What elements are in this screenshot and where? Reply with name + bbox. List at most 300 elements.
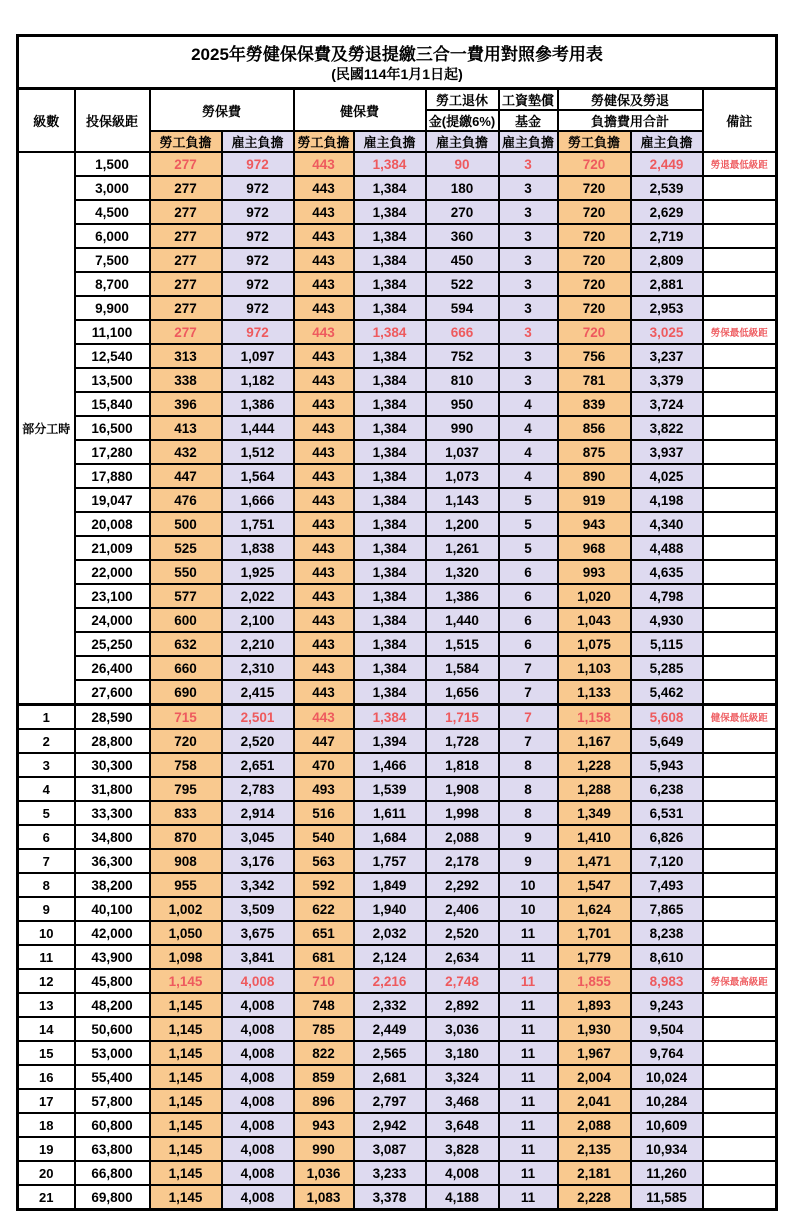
health-employer-cell: 1,611 [354, 801, 426, 825]
remark-cell: 健保最低級距 [703, 705, 777, 730]
bracket-cell: 43,900 [75, 945, 150, 969]
labor-employee-cell: 1,145 [150, 1089, 222, 1113]
total-employer-cell: 11,260 [631, 1161, 703, 1185]
table-row [18, 632, 777, 656]
pension-employer-cell: 1,998 [426, 801, 499, 825]
labor-employee-cell: 632 [150, 632, 222, 656]
remark-cell [703, 801, 777, 825]
labor-employee-cell: 870 [150, 825, 222, 849]
bracket-cell: 24,000 [75, 608, 150, 632]
labor-employee-cell: 476 [150, 488, 222, 512]
health-employer-cell: 3,233 [354, 1161, 426, 1185]
health-employee-cell: 443 [294, 248, 354, 272]
header-bracket: 投保級距 [75, 89, 150, 153]
pension-employer-cell: 2,634 [426, 945, 499, 969]
health-employer-cell: 2,124 [354, 945, 426, 969]
labor-employee-cell: 1,145 [150, 1017, 222, 1041]
health-employer-cell: 2,449 [354, 1017, 426, 1041]
health-employee-cell: 563 [294, 849, 354, 873]
table-row [18, 176, 777, 200]
labor-employee-cell: 313 [150, 344, 222, 368]
remark-cell [703, 753, 777, 777]
bracket-cell: 22,000 [75, 560, 150, 584]
remark-cell [703, 536, 777, 560]
bracket-cell: 17,880 [75, 464, 150, 488]
table-row [18, 1041, 777, 1065]
total-employee-cell: 890 [558, 464, 631, 488]
fund-employer-cell: 11 [499, 1113, 558, 1137]
labor-employer-cell: 1,444 [222, 416, 294, 440]
fund-employer-cell: 6 [499, 584, 558, 608]
table-row [18, 488, 777, 512]
health-employer-cell: 1,384 [354, 296, 426, 320]
bracket-cell: 40,100 [75, 897, 150, 921]
bracket-cell: 60,800 [75, 1113, 150, 1137]
total-employee-cell: 856 [558, 416, 631, 440]
fund-employer-cell: 3 [499, 200, 558, 224]
health-employer-cell: 1,384 [354, 488, 426, 512]
fund-employer-cell: 11 [499, 993, 558, 1017]
total-employee-cell: 1,288 [558, 777, 631, 801]
pension-employer-cell: 4,008 [426, 1161, 499, 1185]
labor-employee-cell: 1,145 [150, 1041, 222, 1065]
pension-employer-cell: 594 [426, 296, 499, 320]
header-total-line1: 勞健保及勞退 [558, 89, 703, 111]
total-employee-cell: 2,181 [558, 1161, 631, 1185]
fund-employer-cell: 3 [499, 272, 558, 296]
total-employee-cell: 756 [558, 344, 631, 368]
table-row [18, 777, 777, 801]
total-employer-cell: 3,025 [631, 320, 703, 344]
table-row [18, 1137, 777, 1161]
total-employer-cell: 9,243 [631, 993, 703, 1017]
health-employee-cell: 443 [294, 152, 354, 176]
total-employee-cell: 2,004 [558, 1065, 631, 1089]
pension-employer-cell: 666 [426, 320, 499, 344]
pension-employer-cell: 1,073 [426, 464, 499, 488]
health-employer-cell: 1,384 [354, 656, 426, 680]
total-employer-cell: 10,934 [631, 1137, 703, 1161]
table-row [18, 921, 777, 945]
labor-employer-cell: 972 [222, 152, 294, 176]
bracket-cell: 28,800 [75, 729, 150, 753]
fund-employer-cell: 7 [499, 705, 558, 730]
labor-employer-cell: 4,008 [222, 1017, 294, 1041]
health-employee-cell: 651 [294, 921, 354, 945]
labor-employee-cell: 277 [150, 248, 222, 272]
subheader-labor-employee: 勞工負擔 [150, 131, 222, 152]
health-employer-cell: 2,332 [354, 993, 426, 1017]
health-employer-cell: 2,032 [354, 921, 426, 945]
health-employee-cell: 822 [294, 1041, 354, 1065]
pension-employer-cell: 3,324 [426, 1065, 499, 1089]
health-employee-cell: 710 [294, 969, 354, 993]
pension-employer-cell: 2,292 [426, 873, 499, 897]
total-employer-cell: 4,798 [631, 584, 703, 608]
remark-cell [703, 1113, 777, 1137]
health-employee-cell: 443 [294, 608, 354, 632]
pension-employer-cell: 1,728 [426, 729, 499, 753]
health-employee-cell: 443 [294, 512, 354, 536]
remark-cell [703, 1161, 777, 1185]
labor-employee-cell: 690 [150, 680, 222, 705]
remark-cell [703, 849, 777, 873]
remark-cell [703, 921, 777, 945]
level-cell: 11 [18, 945, 75, 969]
health-employer-cell: 1,384 [354, 272, 426, 296]
total-employer-cell: 5,943 [631, 753, 703, 777]
bracket-cell: 21,009 [75, 536, 150, 560]
total-employer-cell: 2,449 [631, 152, 703, 176]
total-employer-cell: 5,608 [631, 705, 703, 730]
labor-employee-cell: 396 [150, 392, 222, 416]
total-employer-cell: 2,809 [631, 248, 703, 272]
labor-employee-cell: 758 [150, 753, 222, 777]
pension-employer-cell: 3,648 [426, 1113, 499, 1137]
pension-employer-cell: 1,656 [426, 680, 499, 705]
table-body [18, 152, 777, 1210]
subheader-health-employer: 雇主負擔 [354, 131, 426, 152]
page-subtitle: (民國114年1月1日起) [331, 66, 463, 83]
health-employee-cell: 443 [294, 344, 354, 368]
table-row [18, 512, 777, 536]
health-employee-cell: 443 [294, 320, 354, 344]
fund-employer-cell: 3 [499, 224, 558, 248]
labor-employee-cell: 660 [150, 656, 222, 680]
total-employee-cell: 1,167 [558, 729, 631, 753]
bracket-cell: 1,500 [75, 152, 150, 176]
total-employee-cell: 993 [558, 560, 631, 584]
total-employer-cell: 4,930 [631, 608, 703, 632]
total-employer-cell: 2,881 [631, 272, 703, 296]
total-employee-cell: 1,547 [558, 873, 631, 897]
health-employer-cell: 1,384 [354, 464, 426, 488]
pension-employer-cell: 2,520 [426, 921, 499, 945]
remark-cell [703, 729, 777, 753]
health-employer-cell: 1,384 [354, 344, 426, 368]
total-employee-cell: 720 [558, 296, 631, 320]
health-employer-cell: 1,384 [354, 608, 426, 632]
fund-employer-cell: 4 [499, 416, 558, 440]
health-employee-cell: 622 [294, 897, 354, 921]
fund-employer-cell: 11 [499, 945, 558, 969]
bracket-cell: 27,600 [75, 680, 150, 705]
total-employee-cell: 1,967 [558, 1041, 631, 1065]
labor-employee-cell: 715 [150, 705, 222, 730]
labor-employee-cell: 432 [150, 440, 222, 464]
fund-employer-cell: 11 [499, 969, 558, 993]
health-employer-cell: 1,940 [354, 897, 426, 921]
total-employer-cell: 2,539 [631, 176, 703, 200]
total-employee-cell: 720 [558, 152, 631, 176]
bracket-cell: 36,300 [75, 849, 150, 873]
total-employee-cell: 781 [558, 368, 631, 392]
labor-employee-cell: 277 [150, 296, 222, 320]
fund-employer-cell: 3 [499, 320, 558, 344]
table-row [18, 705, 777, 730]
health-employer-cell: 1,384 [354, 536, 426, 560]
health-employee-cell: 990 [294, 1137, 354, 1161]
labor-employee-cell: 413 [150, 416, 222, 440]
remark-cell [703, 488, 777, 512]
health-employer-cell: 1,384 [354, 440, 426, 464]
fund-employer-cell: 4 [499, 464, 558, 488]
pension-employer-cell: 90 [426, 152, 499, 176]
total-employee-cell: 1,471 [558, 849, 631, 873]
fund-employer-cell: 5 [499, 488, 558, 512]
table-row [18, 272, 777, 296]
labor-employer-cell: 2,520 [222, 729, 294, 753]
labor-employer-cell: 4,008 [222, 1161, 294, 1185]
bracket-cell: 69,800 [75, 1185, 150, 1210]
health-employee-cell: 592 [294, 873, 354, 897]
total-employer-cell: 3,937 [631, 440, 703, 464]
total-employee-cell: 720 [558, 248, 631, 272]
pension-employer-cell: 3,180 [426, 1041, 499, 1065]
total-employer-cell: 10,024 [631, 1065, 703, 1089]
labor-employee-cell: 277 [150, 200, 222, 224]
fund-employer-cell: 4 [499, 392, 558, 416]
subheader-fund-employer: 雇主負擔 [499, 131, 558, 152]
labor-employer-cell: 972 [222, 224, 294, 248]
pension-employer-cell: 1,261 [426, 536, 499, 560]
remark-cell: 勞保最高級距 [703, 969, 777, 993]
total-employee-cell: 919 [558, 488, 631, 512]
fund-employer-cell: 4 [499, 440, 558, 464]
pension-employer-cell: 1,200 [426, 512, 499, 536]
total-employee-cell: 839 [558, 392, 631, 416]
labor-employer-cell: 3,045 [222, 825, 294, 849]
health-employee-cell: 1,083 [294, 1185, 354, 1210]
total-employer-cell: 5,285 [631, 656, 703, 680]
fee-comparison-table [16, 34, 778, 1211]
bracket-cell: 48,200 [75, 993, 150, 1017]
bracket-cell: 63,800 [75, 1137, 150, 1161]
pension-employer-cell: 270 [426, 200, 499, 224]
remark-cell [703, 296, 777, 320]
table-row [18, 1161, 777, 1185]
bracket-cell: 12,540 [75, 344, 150, 368]
fund-employer-cell: 3 [499, 248, 558, 272]
total-employer-cell: 2,719 [631, 224, 703, 248]
health-employer-cell: 1,384 [354, 705, 426, 730]
bracket-cell: 3,000 [75, 176, 150, 200]
pension-employer-cell: 752 [426, 344, 499, 368]
pension-employer-cell: 1,515 [426, 632, 499, 656]
fund-employer-cell: 3 [499, 296, 558, 320]
health-employee-cell: 443 [294, 560, 354, 584]
bracket-cell: 66,800 [75, 1161, 150, 1185]
labor-employee-cell: 277 [150, 272, 222, 296]
remark-cell [703, 993, 777, 1017]
pension-employer-cell: 1,440 [426, 608, 499, 632]
table-row [18, 1089, 777, 1113]
total-employee-cell: 1,043 [558, 608, 631, 632]
total-employer-cell: 6,531 [631, 801, 703, 825]
fund-employer-cell: 11 [499, 921, 558, 945]
level-cell: 3 [18, 753, 75, 777]
level-cell: 4 [18, 777, 75, 801]
level-cell: 5 [18, 801, 75, 825]
health-employer-cell: 1,384 [354, 200, 426, 224]
table-row [18, 1065, 777, 1089]
labor-employee-cell: 1,145 [150, 993, 222, 1017]
bracket-cell: 16,500 [75, 416, 150, 440]
health-employer-cell: 1,384 [354, 392, 426, 416]
subheader-pension-employer: 雇主負擔 [426, 131, 499, 152]
health-employee-cell: 470 [294, 753, 354, 777]
total-employee-cell: 1,893 [558, 993, 631, 1017]
labor-employer-cell: 972 [222, 176, 294, 200]
page-title: 2025年勞健保保費及勞退提繳三合一費用對照參考用表 [191, 44, 603, 64]
labor-employer-cell: 4,008 [222, 993, 294, 1017]
fund-employer-cell: 11 [499, 1185, 558, 1210]
health-employee-cell: 443 [294, 680, 354, 705]
labor-employee-cell: 795 [150, 777, 222, 801]
total-employee-cell: 2,088 [558, 1113, 631, 1137]
total-employer-cell: 7,493 [631, 873, 703, 897]
labor-employer-cell: 1,512 [222, 440, 294, 464]
total-employee-cell: 1,228 [558, 753, 631, 777]
header-pension-line2: 金(提繳6%) [426, 110, 499, 131]
remark-cell [703, 632, 777, 656]
labor-employee-cell: 277 [150, 320, 222, 344]
labor-employee-cell: 577 [150, 584, 222, 608]
remark-cell: 勞退最低級距 [703, 152, 777, 176]
pension-employer-cell: 3,828 [426, 1137, 499, 1161]
total-employer-cell: 3,724 [631, 392, 703, 416]
health-employer-cell: 1,539 [354, 777, 426, 801]
health-employee-cell: 443 [294, 368, 354, 392]
labor-employee-cell: 447 [150, 464, 222, 488]
table-row [18, 320, 777, 344]
subheader-total-employee: 勞工負擔 [558, 131, 631, 152]
bracket-cell: 50,600 [75, 1017, 150, 1041]
pension-employer-cell: 1,818 [426, 753, 499, 777]
health-employer-cell: 2,565 [354, 1041, 426, 1065]
total-employee-cell: 1,103 [558, 656, 631, 680]
remark-cell [703, 224, 777, 248]
labor-employer-cell: 3,509 [222, 897, 294, 921]
bracket-cell: 23,100 [75, 584, 150, 608]
health-employer-cell: 1,384 [354, 152, 426, 176]
level-cell: 13 [18, 993, 75, 1017]
fund-employer-cell: 11 [499, 1065, 558, 1089]
bracket-cell: 6,000 [75, 224, 150, 248]
health-employer-cell: 1,384 [354, 584, 426, 608]
total-employee-cell: 1,133 [558, 680, 631, 705]
bracket-cell: 38,200 [75, 873, 150, 897]
remark-cell [703, 656, 777, 680]
remark-cell [703, 608, 777, 632]
labor-employee-cell: 1,145 [150, 1161, 222, 1185]
health-employer-cell: 1,384 [354, 632, 426, 656]
health-employer-cell: 3,378 [354, 1185, 426, 1210]
health-employer-cell: 1,466 [354, 753, 426, 777]
table-row [18, 200, 777, 224]
fund-employer-cell: 7 [499, 729, 558, 753]
pension-employer-cell: 4,188 [426, 1185, 499, 1210]
health-employee-cell: 443 [294, 536, 354, 560]
pension-employer-cell: 2,088 [426, 825, 499, 849]
total-employee-cell: 1,779 [558, 945, 631, 969]
fund-employer-cell: 8 [499, 753, 558, 777]
table-row [18, 1017, 777, 1041]
labor-employer-cell: 3,675 [222, 921, 294, 945]
table-row [18, 248, 777, 272]
level-cell: 1 [18, 705, 75, 730]
labor-employer-cell: 2,914 [222, 801, 294, 825]
remark-cell [703, 584, 777, 608]
pension-employer-cell: 1,320 [426, 560, 499, 584]
labor-employee-cell: 338 [150, 368, 222, 392]
health-employer-cell: 3,087 [354, 1137, 426, 1161]
level-cell: 18 [18, 1113, 75, 1137]
level-cell: 10 [18, 921, 75, 945]
pension-employer-cell: 522 [426, 272, 499, 296]
bracket-cell: 17,280 [75, 440, 150, 464]
total-employer-cell: 10,609 [631, 1113, 703, 1137]
health-employee-cell: 443 [294, 464, 354, 488]
pension-employer-cell: 180 [426, 176, 499, 200]
pension-employer-cell: 2,748 [426, 969, 499, 993]
labor-employer-cell: 2,100 [222, 608, 294, 632]
health-employer-cell: 1,384 [354, 560, 426, 584]
total-employer-cell: 5,115 [631, 632, 703, 656]
pension-employer-cell: 360 [426, 224, 499, 248]
labor-employee-cell: 550 [150, 560, 222, 584]
bracket-cell: 20,008 [75, 512, 150, 536]
level-cell: 8 [18, 873, 75, 897]
total-employer-cell: 3,822 [631, 416, 703, 440]
labor-employer-cell: 2,415 [222, 680, 294, 705]
bracket-cell: 42,000 [75, 921, 150, 945]
health-employer-cell: 1,384 [354, 224, 426, 248]
total-employer-cell: 4,198 [631, 488, 703, 512]
health-employee-cell: 540 [294, 825, 354, 849]
total-employer-cell: 4,025 [631, 464, 703, 488]
health-employee-cell: 943 [294, 1113, 354, 1137]
remark-cell [703, 1185, 777, 1210]
total-employer-cell: 4,635 [631, 560, 703, 584]
bracket-cell: 31,800 [75, 777, 150, 801]
pension-employer-cell: 1,715 [426, 705, 499, 730]
level-group-part-time: 部分工時 [18, 152, 75, 705]
remark-cell [703, 1017, 777, 1041]
level-cell: 7 [18, 849, 75, 873]
table-row [18, 296, 777, 320]
labor-employer-cell: 1,386 [222, 392, 294, 416]
labor-employee-cell: 277 [150, 176, 222, 200]
total-employer-cell: 8,238 [631, 921, 703, 945]
labor-employer-cell: 4,008 [222, 1065, 294, 1089]
level-cell: 21 [18, 1185, 75, 1210]
pension-employer-cell: 3,468 [426, 1089, 499, 1113]
table-row [18, 753, 777, 777]
health-employee-cell: 443 [294, 224, 354, 248]
labor-employee-cell: 1,002 [150, 897, 222, 921]
total-employer-cell: 3,379 [631, 368, 703, 392]
total-employee-cell: 2,041 [558, 1089, 631, 1113]
total-employer-cell: 7,120 [631, 849, 703, 873]
table-header [18, 36, 777, 153]
health-employer-cell: 1,684 [354, 825, 426, 849]
remark-cell [703, 272, 777, 296]
total-employee-cell: 1,701 [558, 921, 631, 945]
remark-cell [703, 897, 777, 921]
fund-employer-cell: 9 [499, 849, 558, 873]
fund-employer-cell: 11 [499, 1041, 558, 1065]
